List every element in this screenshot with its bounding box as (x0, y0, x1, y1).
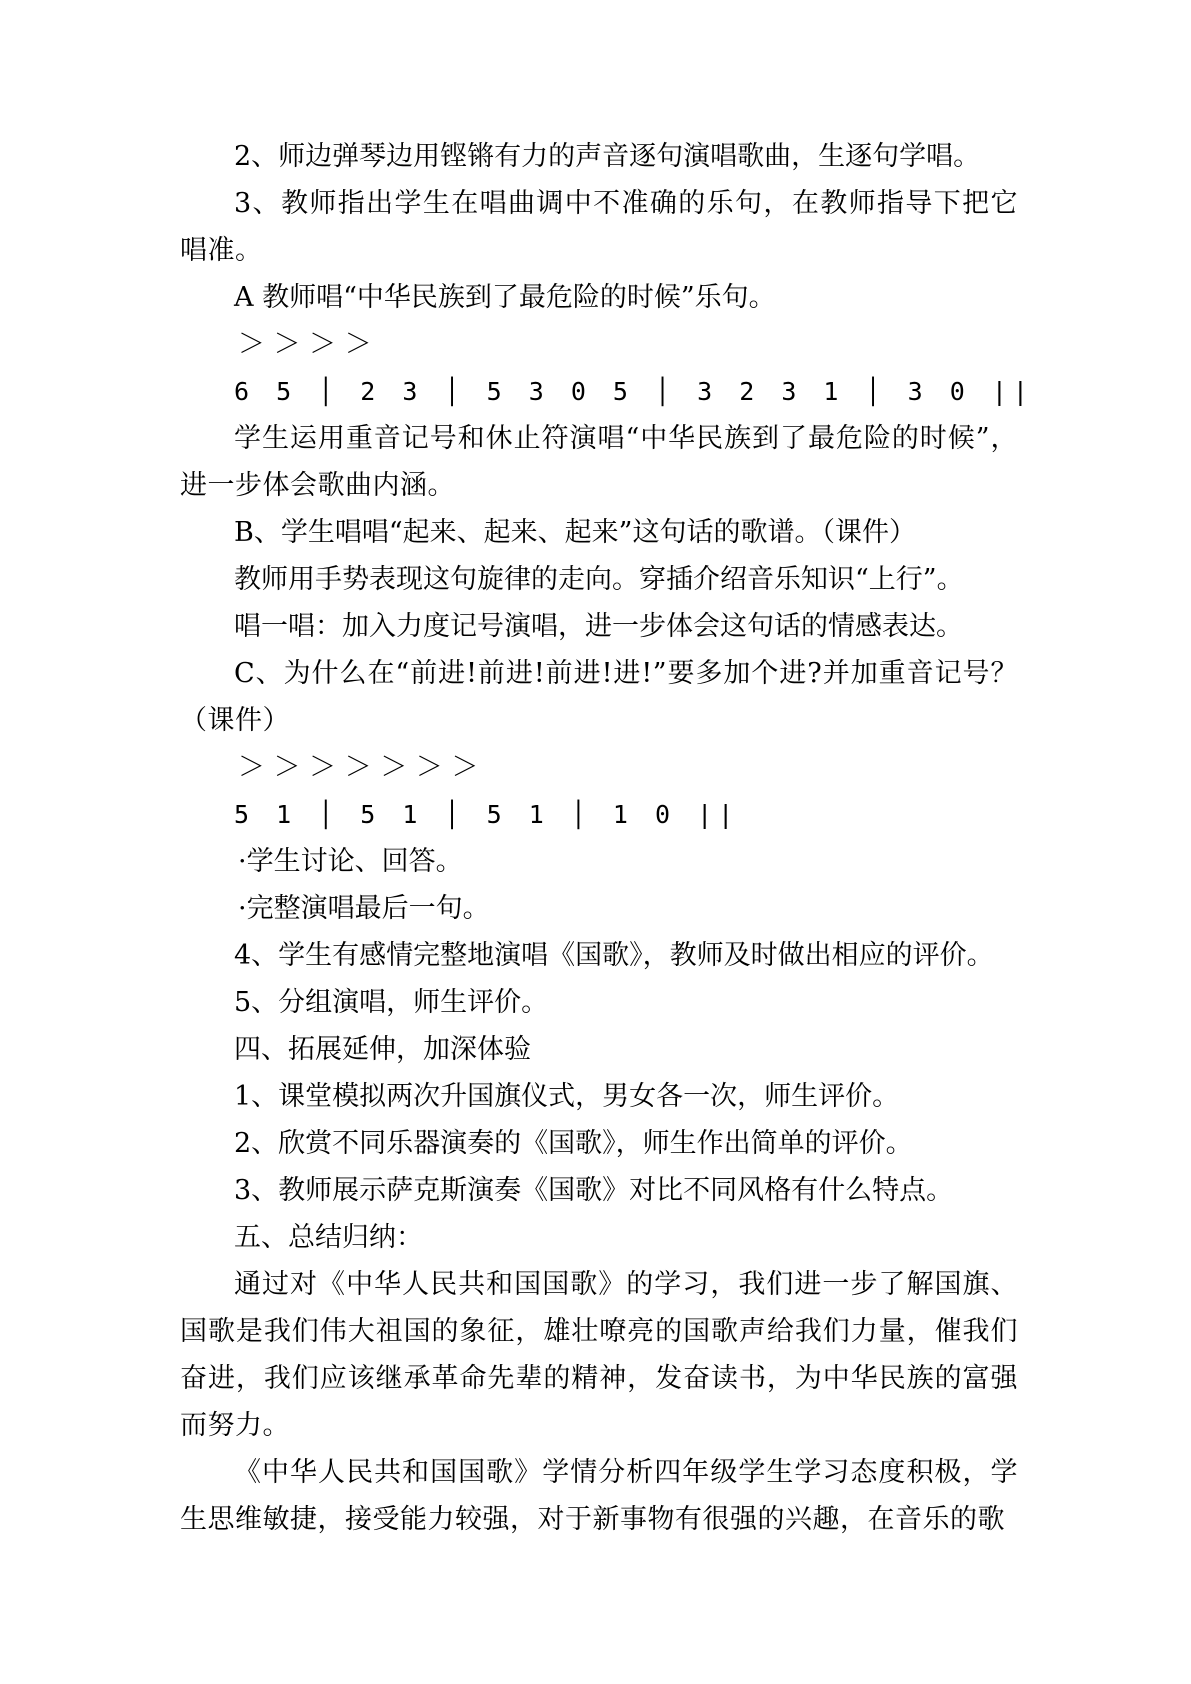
accent-marks: ＞ ＞ ＞ ＞ (238, 329, 372, 360)
numbered-notation: 6 5 │ 2 3 │ 5 3 0 5 │ 3 2 3 1 │ 3 0 || (234, 377, 1034, 406)
accent-marks: ＞ ＞ ＞ ＞ ＞ ＞ ＞ (238, 752, 479, 783)
paragraph: C、为什么在“前进!前进!前进!进!”要多加个进?并加重音记号？（课件） (180, 658, 1018, 736)
paragraph: 3、教师展示萨克斯演奏《国歌》对比不同风格有什么特点。 (234, 1175, 954, 1206)
paragraph: 通过对《中华人民共和国国歌》的学习，我们进一步了解国旗、国歌是我们伟大祖国的象征，雄壮嘹亮的国歌声给我们力量，催我们奋进，我们应该继承革命先辈的精神，发奋读书，为中华民族的富强而努力。 (180, 1269, 1018, 1441)
paragraph: 《中华人民共和国国歌》学情分析四年级学生学习态度积极，学生思维敏捷，接受能力较强，对于新事物有很强的兴趣，在音乐的歌 (180, 1457, 1018, 1535)
section-heading: 四、拓展延伸，加深体验 (234, 1034, 531, 1065)
paragraph: 唱一唱：加入力度记号演唱，进一步体会这句话的情感表达。 (234, 611, 963, 642)
paragraph: 5、分组演唱，师生评价。 (234, 987, 549, 1018)
paragraph: A 教师唱“中华民族到了最危险的时候”乐句。 (234, 282, 776, 313)
paragraph: 3、教师指出学生在唱曲调中不准确的乐句，在教师指导下把它唱准。 (180, 188, 1018, 266)
paragraph: 1、课堂模拟两次升国旗仪式，男女各一次，师生评价。 (234, 1081, 900, 1112)
section-heading: 五、总结归纳： (234, 1222, 423, 1253)
paragraph: 教师用手势表现这句旋律的走向。穿插介绍音乐知识“上行”。 (234, 564, 964, 595)
paragraph: 2、师边弹琴边用铿锵有力的声音逐句演唱歌曲，生逐句学唱。 (234, 141, 981, 172)
bullet-item: ·学生讨论、回答。 (238, 846, 463, 877)
bullet-item: ·完整演唱最后一句。 (238, 893, 490, 924)
paragraph: 4、学生有感情完整地演唱《国歌》，教师及时做出相应的评价。 (234, 940, 994, 971)
numbered-notation: 5 1 │ 5 1 │ 5 1 │ 1 0 || (234, 800, 740, 829)
paragraph: B、学生唱唱“起来、起来、起来”这句话的歌谱。（课件） (234, 517, 916, 548)
document-body (180, 133, 1034, 1543)
paragraph: 2、欣赏不同乐器演奏的《国歌》，师生作出简单的评价。 (234, 1128, 913, 1159)
paragraph: 学生运用重音记号和休止符演唱“中华民族到了最危险的时候”，进一步体会歌曲内涵。 (180, 423, 1018, 501)
